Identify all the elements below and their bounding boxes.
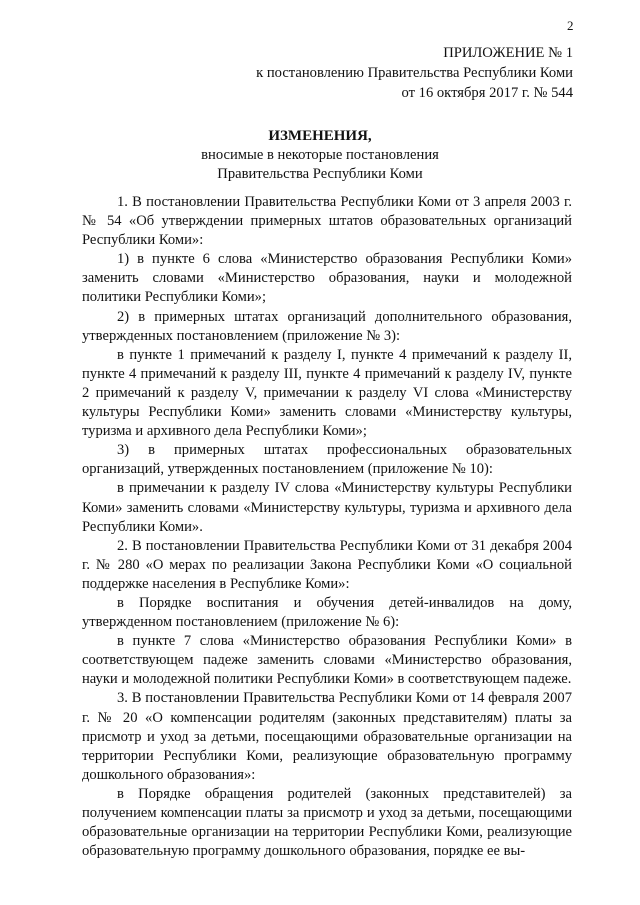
paragraph-9: в пункте 7 слова «Министерство образования Республики Коми» в соответствующем падеже заменить словами «Министерство образования, науки и молодежной политики Республики Коми» в соответствующем падеже. xyxy=(82,633,572,688)
paragraph-2: 1) в пункте 6 слова «Министерство образования Республики Коми» заменить словами «Министерство образования, науки и молодежной политики Республики Коми»; xyxy=(82,251,572,306)
paragraph-10: 3. В постановлении Правительства Республики Коми от 14 февраля 2007 г. № 20 «О компенсации родителям (законных представителям) платы за присмотр и уход за детьми, посещающими образовательные организации на территории Республики Коми, реализующие образовательную программу дошкольного образования»: xyxy=(82,690,572,783)
paragraph-11: в Порядке обращения родителей (законных представителей) за получением компенсации платы за присмотр и уход за детьми, посещающими образовательные организации на территории Республики Коми, реализующие образовательную программу дошкольного образования, порядке ее вы- xyxy=(82,785,572,860)
paragraph-4: в пункте 1 примечаний к разделу I, пункте 4 примечаний к разделу II, пункте 4 примечаний к разделу III, пункте 4 примечаний к разделу IV, пункте 2 примечаний к разделу V, примечании к разделу VI слова «Министерству культуры Республики Коми» заменить словами «Министерству культуры, туризма и архивного дела Республики Коми»; xyxy=(82,346,572,440)
page-number: 2 xyxy=(567,18,574,33)
paragraph-5: 3) в примерных штатах профессиональных образовательных организаций, утвержденных постановлением (приложение № 10): xyxy=(82,442,572,478)
title-subtitle-1: вносимые в некоторые постановления xyxy=(201,147,439,163)
appendix-line-3: от 16 октября 2017 г. № 544 xyxy=(401,85,573,101)
title-heading: ИЗМЕНЕНИЯ, xyxy=(268,128,372,144)
paragraph-8: в Порядке воспитания и обучения детей-инвалидов на дому, утвержденном постановлением (приложение № 6): xyxy=(82,594,572,631)
document-title xyxy=(0,127,640,184)
document-body xyxy=(82,193,572,861)
paragraph-3: 2) в примерных штатах организаций дополнительного образования, утвержденных постановлением (приложение № 3): xyxy=(82,308,572,344)
paragraph-6: в примечании к разделу IV слова «Министерству культуры Республики Коми» заменить словами «Министерству культуры, туризма и архивного дела Республики Коми». xyxy=(82,480,572,535)
paragraph-1: 1. В постановлении Правительства Республики Коми от 3 апреля 2003 г. № 54 «Об утверждении примерных штатов образовательных организаций Республики Коми»: xyxy=(82,194,572,249)
appendix-line-1: ПРИЛОЖЕНИЕ № 1 xyxy=(443,45,573,61)
title-subtitle-2: Правительства Республики Коми xyxy=(217,166,423,182)
appendix-line-2: к постановлению Правительства Республики Коми xyxy=(256,65,573,81)
appendix-header xyxy=(256,43,573,103)
paragraph-7: 2. В постановлении Правительства Республики Коми от 31 декабря 2004 г. № 280 «О мерах по реализации Закона Республики Коми «О социальной поддержке населения в Республике Коми»: xyxy=(82,537,572,592)
